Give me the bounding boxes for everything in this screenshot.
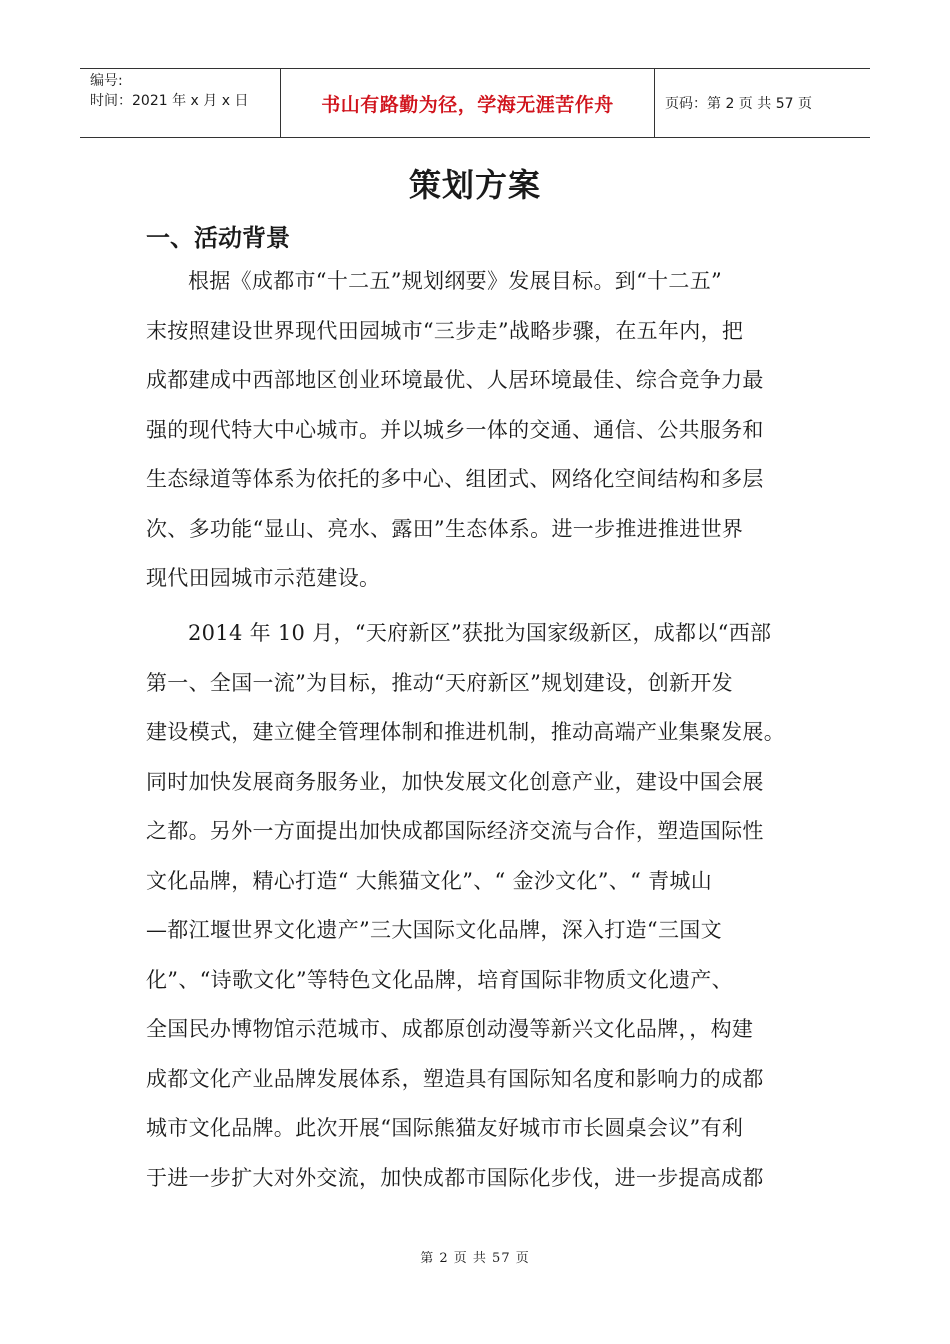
paragraph-line: 末按照建设世界现代田园城市“三步走”战略步骤，在五年内，把 [146, 318, 744, 343]
paragraph-line: 根据《成都市“十二五”规划纲要》发展目标。到“十二五” [188, 269, 723, 293]
number-label: 编号: [90, 73, 123, 89]
paragraph-line: 于进一步扩大对外交流，加快成都市国际化步伐，进一步提高成都 [146, 1165, 764, 1190]
paragraph-1 [146, 257, 806, 604]
paragraph-line: 现代田园城市示范建设。 [146, 566, 381, 590]
header-motto: 书山有路勤为径，学海无涯苦作舟 [281, 69, 655, 137]
paragraph-line: 第一、全国一流”为目标，推动“天府新区”规划建设，创新开发 [146, 670, 733, 695]
paragraph-line: —都江堰世界文化遗产”三大国际文化品牌，深入打造“三国文 [146, 918, 722, 942]
paragraph-line: 化”、“诗歌文化”等特色文化品牌，培育国际非物质文化遗产、 [146, 967, 733, 992]
time-label: 时间：2021 年 x 月 x 日 [90, 93, 249, 109]
paragraph-line: 次、多功能“显山、亮水、露田”生态体系。进一步推进推进世界 [146, 516, 744, 541]
paragraph-line: 强的现代特大中心城市。并以城乡一体的交通、通信、公共服务和 [146, 417, 764, 442]
section-heading: 一、活动背景 [146, 224, 290, 252]
document-title: 策划方案 [408, 166, 541, 204]
page-footer: 第 2 页 共 57 页 [420, 1251, 530, 1266]
paragraph-line: 同时加快发展商务服务业，加快发展文化创意产业，建设中国会展 [146, 769, 764, 794]
paragraph-line: 成都文化产业品牌发展体系，塑造具有国际知名度和影响力的成都 [146, 1066, 764, 1091]
paragraph-line: 生态绿道等体系为依托的多中心、组团式、网络化空间结构和多层 [146, 467, 764, 491]
paragraph-line: 之都。另外一方面提出加快成都国际经济交流与合作，塑造国际性 [146, 819, 764, 843]
paragraph-line: 成都建成中西部地区创业环境最优、人居环境最佳、综合竞争力最 [146, 368, 764, 392]
paragraph-line: 城市文化品牌。此次开展“国际熊猫友好城市市长圆桌会议”有利 [146, 1116, 744, 1140]
paragraph-line: 文化品牌，精心打造“ 大熊猫文化”、“ 金沙文化”、“ 青城山 [146, 868, 713, 893]
paragraph-line: 全国民办博物馆示范城市、成都原创动漫等新兴文化品牌，，构建 [146, 1017, 754, 1041]
header-meta [80, 69, 281, 137]
paragraph-line: 建设模式，建立健全管理体制和推进机制，推动高端产业集聚发展。 [146, 720, 785, 744]
header-table [80, 68, 870, 138]
header-page-info: 页码：第 2 页 共 57 页 [665, 96, 812, 112]
paragraph-line: 2014 年 10 月，“天府新区”获批为国家级新区，成都以“西部 [188, 621, 772, 645]
paragraph-2 [146, 609, 806, 1203]
